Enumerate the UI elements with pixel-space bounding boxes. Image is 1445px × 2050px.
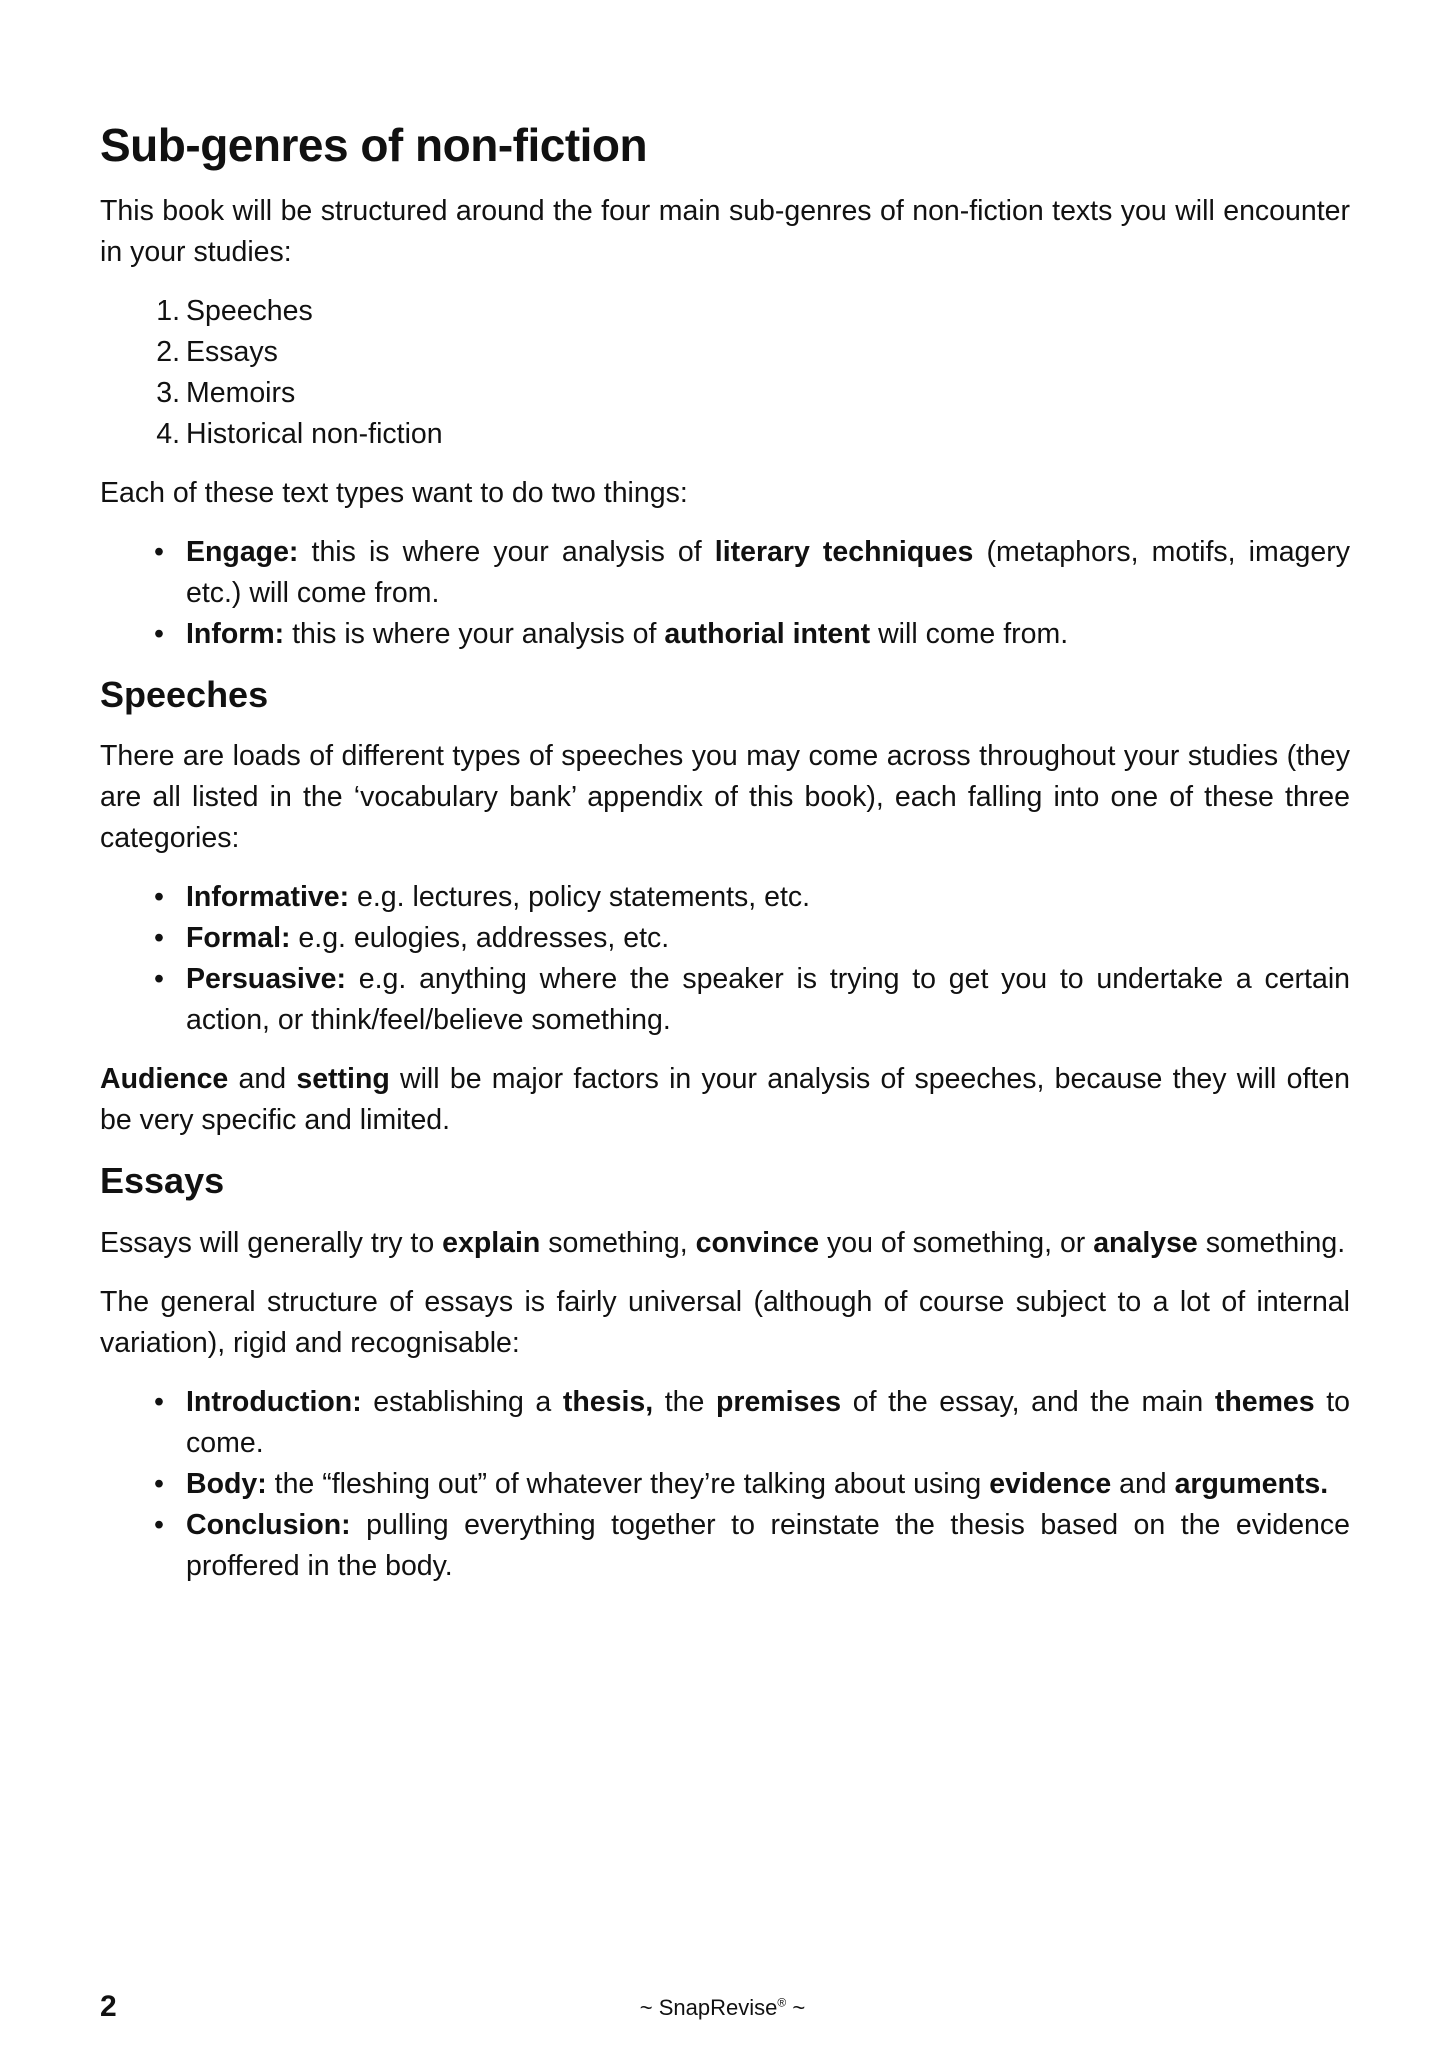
list-item: • Conclusion: pulling everything together to reinstate the thesis based on the evidence proffered in the body. — [154, 1508, 1350, 1582]
page-content — [100, 118, 1350, 1605]
list-item: • Persuasive: e.g. anything where the speaker is trying to get you to undertake a certain action, or think/feel/believe something. — [154, 963, 1350, 1037]
section-heading-speeches: Speeches — [100, 674, 269, 716]
essays-structure-intro: The general structure of essays is fairly universal (although of course subject to a lot of internal variation), rigid and recognisable: — [100, 1285, 1350, 1359]
footer-brand: ~ SnapRevise® ~ — [639, 1995, 806, 2020]
page-number: 2 — [100, 1990, 117, 2023]
list-item: • Inform: this is where your analysis of authorial intent will come from. — [154, 618, 1069, 651]
essay-structure-list — [100, 1382, 1350, 1587]
list-item: • Body: the “fleshing out” of whatever they’re talking about using evidence and arguments. — [154, 1467, 1329, 1500]
list-item: 2. Essays — [156, 336, 278, 369]
list-item: • Formal: e.g. eulogies, addresses, etc. — [154, 922, 670, 955]
list-item: 1. Speeches — [156, 295, 313, 328]
list-item: 3. Memoirs — [156, 377, 296, 410]
essays-purpose: Essays will generally try to explain something, convince you of something, or analyse something. — [100, 1226, 1346, 1259]
list-item: 4. Historical non-fiction — [156, 418, 443, 451]
speeches-closing: Audience and setting will be major factors in your analysis of speeches, because they will often be very specific and limited. — [100, 1063, 1350, 1137]
section-heading-essays: Essays — [100, 1160, 225, 1202]
list-item: • Informative: e.g. lectures, policy statements, etc. — [154, 881, 811, 914]
page-title: Sub-genres of non-fiction — [100, 119, 648, 171]
speech-categories-list — [100, 877, 1350, 1041]
goals-list — [100, 532, 1350, 655]
list-item: • Introduction: establishing a thesis, the premises of the essay, and the main themes to come. — [154, 1385, 1350, 1459]
subgenre-list — [100, 291, 1350, 455]
speeches-intro: There are loads of different types of speeches you may come across throughout your studies (they are all listed in the ‘vocabulary bank’ appendix of this book), each falling into one of these three categories: — [100, 740, 1350, 855]
intro-paragraph: This book will be structured around the four main sub-genres of non-fiction texts you will encounter in your studies: — [100, 195, 1350, 269]
goals-intro: Each of these text types want to do two things: — [100, 477, 688, 510]
list-item: • Engage: this is where your analysis of literary techniques (metaphors, motifs, imagery etc.) will come from. — [154, 536, 1350, 610]
